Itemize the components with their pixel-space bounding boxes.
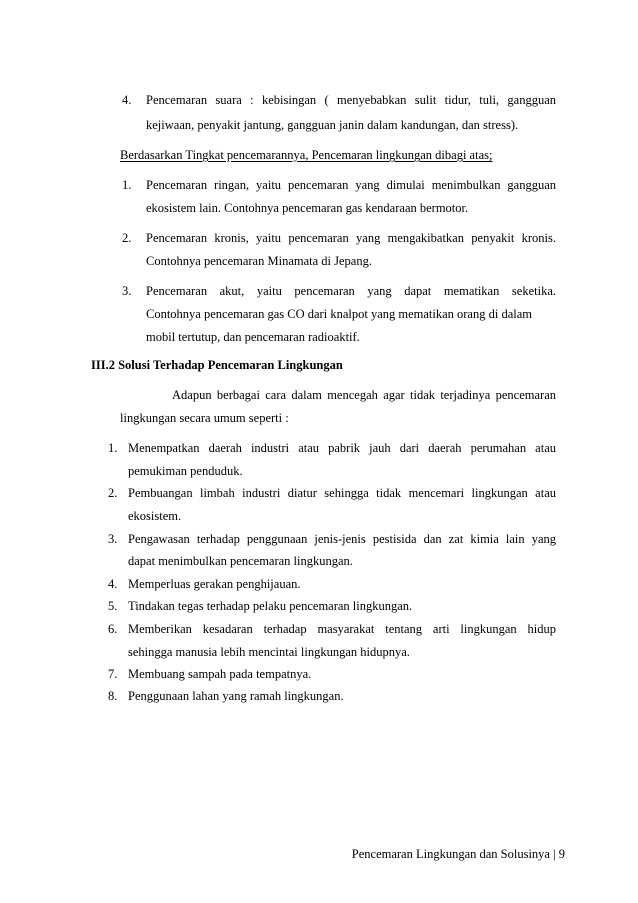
- list-item-text: Pencemaran ringan, yaitu pencemaran yang dimulai menimbulkan gangguan: [146, 178, 556, 192]
- list-item-text: Membuang sampah pada tempatnya.: [128, 667, 312, 681]
- list-item-text: Menempatkan daerah industri atau pabrik jauh dari daerah perumahan atau: [128, 441, 556, 455]
- list-item-text: Pencemaran suara : kebisingan ( menyebabkan sulit tidur, tuli, gangguan: [146, 93, 556, 107]
- list-item-text: ekosistem lain. Contohnya pencemaran gas kendaraan bermotor.: [146, 201, 469, 215]
- list-item-text: Penggunaan lahan yang ramah lingkungan.: [128, 689, 344, 703]
- page-footer: Pencemaran Lingkungan dan Solusinya | 9: [351, 847, 565, 861]
- paragraph-line: lingkungan secara umum seperti :: [120, 411, 289, 425]
- list-item-text: Pencemaran akut, yaitu pencemaran yang dapat mematikan seketika.: [146, 284, 556, 298]
- list-item-text: Contohnya pencemaran Minamata di Jepang.: [146, 254, 372, 268]
- list-item-number: 7.: [108, 667, 118, 681]
- section-heading: III.2 Solusi Terhadap Pencemaran Lingkungan: [91, 358, 343, 372]
- list-item-number: 2.: [108, 486, 118, 500]
- list-item-number: 4.: [122, 93, 132, 107]
- list-item-text: mobil tertutup, dan pencemaran radioaktif.: [146, 330, 360, 344]
- list-item-number: 4.: [108, 577, 118, 591]
- paragraph-line: Adapun berbagai cara dalam mencegah agar tidak terjadinya pencemaran: [172, 388, 556, 402]
- list-item-number: 3.: [108, 532, 118, 546]
- levels-heading: Berdasarkan Tingkat pencemarannya, Pencemaran lingkungan dibagi atas;: [120, 148, 493, 162]
- list-item-text: pemukiman penduduk.: [128, 464, 243, 478]
- list-item-text: Pengawasan terhadap penggunaan jenis-jenis pestisida dan zat kimia lain yang: [128, 532, 556, 546]
- list-item-text: Pencemaran kronis, yaitu pencemaran yang mengakibatkan penyakit kronis.: [146, 231, 556, 245]
- list-item-text: Memberikan kesadaran terhadap masyarakat tentang arti lingkungan hidup: [128, 622, 556, 636]
- list-item-text: Tindakan tegas terhadap pelaku pencemaran lingkungan.: [128, 599, 413, 613]
- list-item-text: sehingga manusia lebih mencintai lingkungan hidupnya.: [128, 645, 410, 659]
- list-item-number: 1.: [108, 441, 118, 455]
- list-item-text: dapat menimbulkan pencemaran lingkungan.: [128, 554, 353, 568]
- list-item-number: 6.: [108, 622, 118, 636]
- list-item-number: 1.: [122, 178, 132, 192]
- list-item-number: 5.: [108, 599, 118, 613]
- list-item-number: 2.: [122, 231, 132, 245]
- list-item-text: Memperluas gerakan penghijauan.: [128, 577, 301, 591]
- list-item-text: kejiwaan, penyakit jantung, gangguan janin dalam kandungan, dan stress).: [146, 118, 519, 132]
- list-item-number: 8.: [108, 689, 118, 703]
- list-item-text: ekosistem.: [128, 509, 182, 523]
- list-item-text: Pembuangan limbah industri diatur sehingga tidak mencemari lingkungan atau: [128, 486, 556, 500]
- list-item-text: Contohnya pencemaran gas CO dari knalpot yang mematikan orang di dalam: [146, 307, 532, 321]
- list-item-number: 3.: [122, 284, 132, 298]
